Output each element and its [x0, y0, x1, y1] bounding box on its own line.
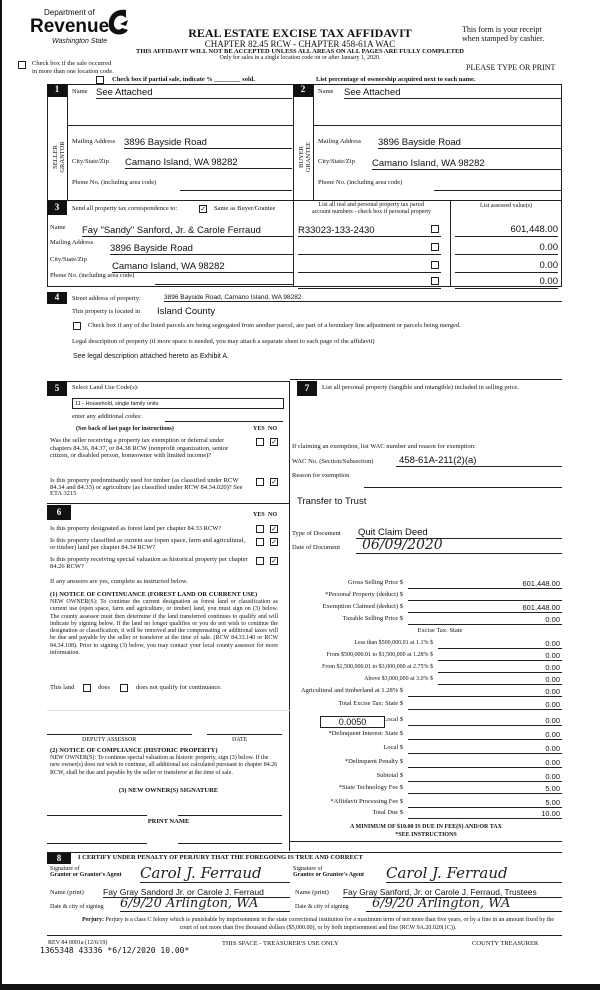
grantor-agent-label: Grantor or Grantor's Agent: [50, 872, 122, 878]
does-qualify-checkbox[interactable]: [83, 684, 91, 692]
seller-mail-field[interactable]: 3896 Bayside Road: [124, 137, 292, 149]
local-rate-field[interactable]: 0.0050: [320, 716, 385, 728]
s3-phone-field[interactable]: [155, 284, 293, 285]
notice-continuance-title: (1) NOTICE OF CONTINUANCE (FOREST LAND OR CURRENT USE): [50, 591, 258, 598]
section-5-label: 5: [47, 381, 67, 396]
s6-question-2: Is this property classified as current use (open space, farm and agricultural, or timber) land per chapter 84.34 RCW?: [50, 537, 246, 551]
assessed-value-field[interactable]: 0.00: [455, 242, 558, 255]
if-yes-note: If any answers are yes, complete as instructed below.: [50, 578, 188, 585]
seller-side-label: SELLER GRANTOR: [52, 141, 66, 173]
assessed-value-field[interactable]: 0.00: [455, 276, 558, 289]
s5-question-1: Was the seller receiving a property tax exemption or deferral under chapters 84.36, 84.37, or 84.38 RCW (nonprofit organization, senior citizen, or disabled person, homeowner with limited income)?: [50, 437, 229, 459]
personal-property-checkbox[interactable]: [431, 225, 439, 233]
parcel-number-field[interactable]: R33023-133-2430: [298, 225, 441, 237]
s3-mail-label: Mailing Address: [50, 239, 94, 246]
assessed-value-field[interactable]: 0.00: [455, 260, 558, 273]
tax-row-label: *Affidavit Processing Fee $: [330, 798, 403, 805]
reason-field[interactable]: Transfer to Trust: [297, 496, 367, 507]
wac-field[interactable]: 458-61A-211(2)(a): [396, 455, 562, 467]
buyer-phone-label: Phone No. (including area code): [318, 179, 403, 186]
tax-row-label: *State Technology Fee $: [338, 784, 403, 791]
additional-codes-label: enter any additional codes:: [72, 413, 142, 420]
tax-row-value[interactable]: [408, 591, 562, 601]
tax-row-label: Excise Tax: State: [417, 627, 463, 634]
s3-phone-label: Phone No. (including area code): [50, 272, 135, 279]
tax-row-value[interactable]: 0.00: [408, 687, 562, 697]
s6-question-3: Is this property receiving special valuation as historical property per chapter 84.26 RCW?: [50, 556, 248, 570]
check-icon: ✓: [271, 525, 277, 533]
tax-row-label: Local $: [383, 716, 403, 723]
tax-row-label: *Delinquent Penalty $: [344, 758, 403, 765]
tax-row-value[interactable]: 601,448.00: [408, 603, 562, 613]
parcel-number-field[interactable]: [298, 243, 441, 255]
perjury-note: [78, 916, 558, 932]
tax-row-value[interactable]: 0.00: [438, 663, 562, 673]
s6-q1-no[interactable]: [270, 525, 278, 533]
notice-compliance-title: (2) NOTICE OF COMPLIANCE (HISTORIC PROPERTY): [50, 747, 218, 754]
tax-row-value[interactable]: 10.00: [408, 809, 562, 819]
tax-row-value[interactable]: 0.00: [408, 615, 562, 625]
s5-q2-no[interactable]: [270, 478, 278, 486]
form-revision: REV 84 0001a (12/6/19): [48, 940, 108, 946]
tax-row-label: Less than $500,000.01 at 1.1% $: [354, 640, 433, 646]
new-owner-signature-1[interactable]: [47, 815, 147, 816]
multi-location-checkbox[interactable]: [18, 61, 26, 69]
tax-row-label: Taxable Selling Price $: [342, 615, 403, 622]
reason-label: Reason for exemption: [292, 472, 350, 479]
tax-row-value[interactable]: 0.00: [408, 730, 562, 740]
street-field[interactable]: 3896 Bayside Road, Camano Island, WA 98282: [164, 294, 562, 302]
receipt-note-2: when stamped by cashier.: [462, 34, 545, 43]
s3-city-label: City/State/Zip: [50, 256, 87, 263]
tax-row-label: Agricultural and timberland at 1.28% $: [300, 687, 403, 694]
personal-property-checkbox[interactable]: [431, 243, 439, 251]
tax-row-label: *Delinquent Interest: State $: [328, 730, 403, 737]
same-as-buyer-label: Same as Buyer/Grantee: [214, 205, 276, 212]
s6-question-1: Is this property designated as forest land per chapter 84.33 RCW?: [50, 525, 222, 532]
section-4-label: 4: [47, 292, 67, 304]
receipt-note-1: This form is your receipt: [462, 25, 542, 34]
buyer-city-field[interactable]: Camano Island, WA 98282: [372, 158, 561, 170]
print-name-2[interactable]: [178, 843, 282, 844]
please-type: PLEASE TYPE OR PRINT: [466, 63, 556, 72]
s6-q2-no[interactable]: [270, 538, 278, 546]
tax-row-value[interactable]: 5.00: [408, 784, 562, 794]
county-field[interactable]: Island County: [157, 306, 216, 317]
date-city-label-grantor: Date & city of signing: [50, 904, 104, 910]
tax-row-label: Total Excise Tax: State $: [338, 700, 403, 707]
segregated-label: Check box if any of the listed parcels are being segregated from another parcel, are part of a boundary line adjustment or parcels being merged.: [88, 322, 461, 329]
tax-row-value[interactable]: 0.00: [438, 651, 562, 661]
additional-codes-field[interactable]: [165, 421, 283, 422]
county-treasurer-label: COUNTY TREASURER: [472, 940, 539, 947]
name-print-label-grantee: Name (print): [295, 889, 329, 896]
yes-header: YES: [253, 512, 265, 518]
this-land-label: This land: [50, 684, 75, 691]
parcel-number-field[interactable]: [298, 277, 441, 289]
legal-label: Legal description of property (if more space is needed, you may attach a separate sheet to each page of the affidavit): [72, 338, 375, 345]
assessor-date[interactable]: [207, 734, 282, 735]
tax-row-value[interactable]: 0.00: [438, 675, 562, 685]
form-only-for: Only for sales in a single location code on or after January 1, 2020.: [219, 55, 381, 61]
yes-header: YES: [253, 426, 265, 432]
same-as-buyer-checkbox[interactable]: [199, 205, 207, 213]
buyer-phone-field[interactable]: [434, 190, 561, 191]
tax-row-value[interactable]: 0.00: [408, 772, 562, 782]
certify-statement: I CERTIFY UNDER PENALTY OF PERJURY THAT THE FOREGOING IS TRUE AND CORRECT: [78, 854, 363, 861]
s5-q1-no[interactable]: [270, 438, 278, 446]
seller-phone-field[interactable]: [180, 190, 292, 191]
check-icon: ✓: [271, 438, 277, 446]
parcel-number-field[interactable]: [298, 261, 441, 273]
seller-phone-label: Phone No. (including area code): [72, 179, 157, 186]
tax-row-label: Subtotal $: [376, 772, 403, 779]
section-3-label: 3: [47, 200, 67, 215]
form-chapter: CHAPTER 82.45 RCW - CHAPTER 458-61A WAC: [204, 39, 396, 49]
buyer-mail-label: Mailing Address: [318, 138, 362, 145]
tax-row-label: From $1,500,000.01 to $3,000,000 at 2.75% $: [322, 664, 433, 670]
seller-name-label: Name: [72, 88, 88, 95]
date-label: DATE: [232, 737, 248, 743]
grantee-signature[interactable]: Carol J. Ferraud: [386, 864, 562, 883]
logo-state: Washington State: [52, 38, 108, 45]
sig-label-grantee: Signature of: [293, 866, 323, 872]
notice-compliance-body: NEW OWNER(S): To continue special valuation as historic property, sign (3) below. If the new owner(s) does not wish to continue, all additional tax calculated pursuant to chapter 84.26 RCW, shall be due and payable by the seller or transferor at the time of sale.: [50, 755, 278, 776]
buyer-city-label: City/State/Zip: [318, 158, 355, 165]
partial-sale-label: Check box if partial sale, indicate % ________ sold.: [112, 76, 256, 83]
buyer-mail-field[interactable]: 3896 Bayside Road: [378, 137, 561, 149]
tax-row-label: Local $: [383, 744, 403, 751]
new-owner-signature-2[interactable]: [178, 815, 282, 816]
section-8-label: 8: [47, 853, 71, 864]
s6-q3-no[interactable]: [270, 557, 278, 565]
exemption-claim-label: If claiming an exemption, list WAC number and reason for exemption:: [292, 443, 476, 450]
grantee-name-field[interactable]: Fay Gray Sanford, Jr. or Carole J. Ferraud, Trustees: [343, 887, 562, 898]
grantor-name-field[interactable]: Fay Gray Sandord Jr. or Carole J. Ferraud: [103, 887, 290, 898]
multi-location-label: Check box if the sale occurred: [32, 60, 112, 67]
perjury-label: Perjury:: [81, 917, 104, 923]
partial-sale-checkbox[interactable]: [96, 76, 104, 84]
land-use-code-field[interactable]: 11 - Household, single family units: [72, 398, 284, 409]
does-label: does: [98, 684, 110, 691]
doc-type-field[interactable]: Quit Claim Deed: [356, 527, 562, 539]
deputy-label: DEPUTY ASSESSOR: [82, 737, 137, 743]
doc-date-field[interactable]: 06/09/2020: [356, 537, 562, 554]
does-not-qualify-checkbox[interactable]: [120, 684, 128, 692]
form-title: REAL ESTATE EXCISE TAX AFFIDAVIT: [188, 26, 412, 40]
s3-name-field[interactable]: Fay "Sandy" Sanford, Jr. & Carole Ferraud: [82, 225, 293, 237]
s3-mail-field[interactable]: 3896 Bayside Road: [110, 243, 293, 255]
segregated-checkbox[interactable]: [73, 322, 81, 330]
tax-row-label: Above $3,000,000 at 3.0% $: [364, 676, 433, 682]
check-icon: ✓: [271, 478, 277, 486]
tax-row-label: Total Due $: [372, 809, 403, 816]
s3-city-field[interactable]: Camano Island, WA 98282: [112, 261, 293, 273]
tax-row-label: From $500,000.01 to $1,500,000 at 1.28% $: [326, 652, 433, 658]
no-header: NO: [268, 426, 277, 432]
cashier-stamp: 1365348 43336 *6/12/2020 10.00*: [40, 946, 190, 955]
minimum-note: A MINIMUM OF $10.00 IS DUE IN FEE(S) AND/OR TAX: [350, 824, 502, 830]
tax-row-value[interactable]: 0.00: [408, 744, 562, 754]
print-name-1[interactable]: [47, 843, 147, 844]
section-7-label: 7: [297, 381, 317, 396]
section-2-label: 2: [293, 84, 313, 97]
located-label: This property is located in: [72, 308, 141, 315]
land-use-label: Select Land Use Code(s):: [72, 384, 139, 391]
tax-row-value[interactable]: 0.00: [408, 758, 562, 768]
sig-label-grantor: Signature of: [50, 866, 80, 872]
doc-type-label: Type of Document: [292, 530, 341, 537]
doc-date-label: Date of Document: [292, 544, 341, 551]
buyer-name-field[interactable]: See Attached: [344, 87, 561, 99]
s6-q2-yes[interactable]: [256, 538, 264, 546]
treasurer-space-label: THIS SPACE - TREASURER'S USE ONLY: [222, 940, 339, 947]
grantee-date-city-field[interactable]: 6/9/20 Arlington, WA: [366, 896, 562, 912]
scan-edge-left: [0, 0, 2, 990]
tax-row-value[interactable]: 601,448.00: [408, 579, 562, 589]
section-6-label: 6: [47, 505, 71, 520]
s6-q1-yes[interactable]: [256, 525, 264, 533]
scan-edge-bottom: [0, 984, 600, 990]
s5-q1-yes[interactable]: [256, 438, 264, 446]
seller-name-field[interactable]: See Attached: [96, 87, 292, 99]
buyer-name-label: Name: [318, 88, 334, 95]
deputy-assessor-signature[interactable]: [47, 734, 192, 735]
tax-row-value[interactable]: 5.00: [408, 798, 562, 808]
check-icon: ✓: [271, 557, 277, 565]
perjury-text: Perjury is a class C felony which is punishable by imprisonment in the state correctional institution for a maximum term of not more than five years, or by a fine in an amount fixed by the court of not more than five thousand dollars ($5,000.00), or by both imprisonment and fine (RCW 9A.20.020(1C)).: [105, 917, 555, 931]
tax-row-value[interactable]: 0.00: [408, 700, 562, 710]
s3-name-label: Name: [50, 224, 66, 231]
form-warning: THIS AFFIDAVIT WILL NOT BE ACCEPTED UNLESS ALL AREAS ON ALL PAGES ARE FULLY COMPLETED: [136, 48, 464, 55]
check-icon: ✓: [200, 205, 206, 213]
seller-city-field[interactable]: Camano Island, WA 98282: [125, 157, 292, 169]
send-correspondence-label: Send all property tax correspondence to:: [72, 205, 178, 212]
grantor-date-city-field[interactable]: 6/9/20 Arlington, WA: [120, 896, 290, 912]
ownership-note: List percentage of ownership acquired next to each name.: [316, 76, 476, 83]
name-print-label-grantor: Name (print): [50, 889, 84, 896]
tax-row-label: *Personal Property (deduct) $: [325, 591, 403, 598]
see-back-note: (See back of last page for instructions): [76, 426, 174, 432]
multi-location-label-2: in more than one location code.: [32, 68, 114, 75]
personal-property-label: List all personal property (tangible and intangible) included in selling price.: [322, 384, 519, 391]
tax-row-label: Gross Selling Price $: [347, 579, 403, 586]
no-header: NO: [268, 512, 277, 518]
legal-field[interactable]: See legal description attached hereto as Exhibit A.: [73, 353, 230, 360]
s6-q3-yes[interactable]: [256, 557, 264, 565]
new-owner-signature-title: (3) NEW OWNER(S) SIGNATURE: [118, 787, 219, 794]
seller-city-label: City/State/Zip: [72, 158, 109, 165]
buyer-side-label: BUYER GRANTEE: [298, 141, 312, 173]
logo-dept: Department of: [44, 8, 95, 17]
section-1-label: 1: [47, 84, 67, 97]
seller-mail-label: Mailing Address: [72, 138, 116, 145]
tax-row-label: Exemption Claimed (deduct) $: [322, 603, 403, 610]
check-icon: ✓: [271, 538, 277, 546]
tax-row-value[interactable]: 0.00: [408, 716, 562, 726]
s5-question-2: Is this property predominantly used for timber (as classified under RCW 84.34 and 84.33) or agriculture (as classified under RCW 84.34.020)? See ETA 3215: [50, 477, 243, 497]
personal-property-checkbox[interactable]: [431, 277, 439, 285]
assessed-value-field[interactable]: 601,448.00: [455, 224, 558, 237]
parcel-header-2: account numbers - check box if personal property: [311, 209, 432, 215]
notice-continuance-body: NEW OWNER(S): To continue the current designation as forest land or classification as current use (open space, farm and agriculture, or timber) land, you must sign on (3) below. The county assessor must then determine if the land transferred continues to qualify and will indicate by signing below. If the land no longer qualifies or you do not wish to continue the designation or classification, it will be removed and the compensating or additional taxes will be due and payable by the seller or transferor at the time of sale. (RCW 84.33.140 or RCW 84.34.108). Prior to signing (3) below, you may contact your local county assessor for more information.: [50, 599, 278, 657]
see-instructions-note: *SEE INSTRUCTIONS: [395, 832, 457, 838]
date-city-label-grantee: Date & city of signing: [295, 904, 349, 910]
logo-revenue: Revenue: [30, 16, 110, 37]
street-label: Street address of property:: [72, 295, 141, 302]
parcel-header-1: List all real and personal property tax parcel: [318, 202, 425, 208]
wac-label: WAC No. (Section/Subsection): [292, 458, 374, 465]
grantor-signature[interactable]: Carol J. Ferraud: [140, 864, 290, 883]
assessed-header: List assessed value(s): [480, 203, 532, 209]
grantee-agent-label: Grantee or Grantee's Agent: [293, 872, 365, 878]
print-name-label: PRINT NAME: [147, 818, 190, 825]
tax-row-value[interactable]: 0.00: [438, 639, 562, 649]
does-not-label: does not qualify for continuance.: [136, 684, 222, 691]
s5-q2-yes[interactable]: [256, 478, 264, 486]
personal-property-checkbox[interactable]: [431, 261, 439, 269]
